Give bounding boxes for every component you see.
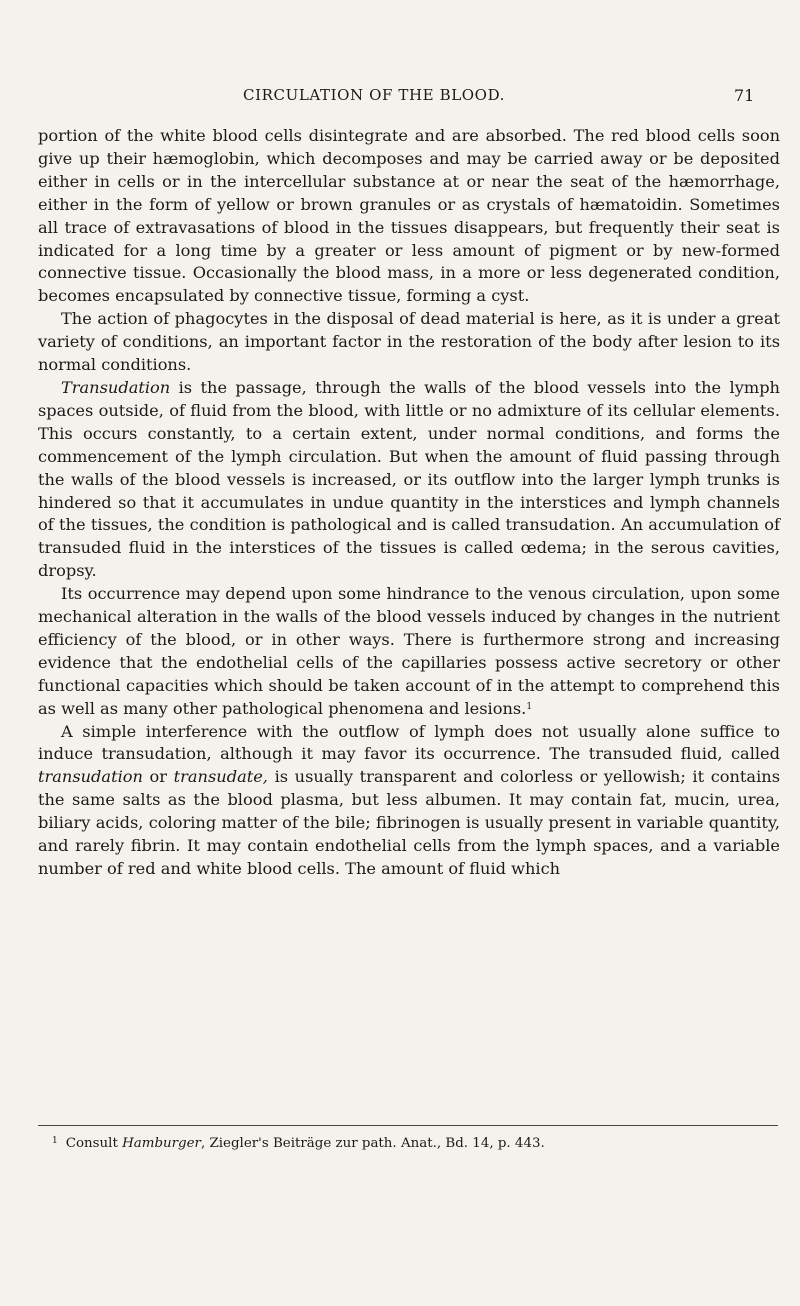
- paragraph-transudation: [38, 377, 780, 583]
- paragraph-text: is the passage, through the walls of the blood vessels into the lymph spaces outside, of fluid from the blood, with little or no admixture of its cellular elements. This occurs constantly, to a certain extent, under normal conditions, and forms the commencement of the lymph circulation. But when the amount of fluid passing through the walls of the blood vessels is increased, or its outflow into the larger lymph trunks is hindered so that it accumulates in undue quantity in the interstices and lymph channels of the tissues, the condition is pathological and is called transudation. An accumulation of transuded fluid in the interstices of the tissues is called œdema; in the serous cavities, dropsy.: [38, 377, 780, 581]
- paragraph-outflow: [38, 721, 780, 881]
- italic-term: transudation: [38, 767, 143, 787]
- page-number: 71: [734, 86, 755, 105]
- footnote: [52, 1132, 782, 1153]
- paragraph-text: The action of phagocytes in the disposal of dead material is here, as it is under a great variety of conditions, an important factor in the restoration of the body after lesion to its normal conditions.: [38, 309, 780, 375]
- paragraph-text: A simple interference with the outflow of lymph does not usually alone suffice to induce transudation, although it may favor its occurrence. The transuded fluid, called: [38, 721, 780, 764]
- paragraph-occurrence: [38, 583, 780, 720]
- paragraph-phagocytes: [38, 308, 780, 377]
- italic-term: transudate,: [173, 767, 268, 787]
- running-head-title: CIRCULATION OF THE BLOOD.: [243, 86, 506, 104]
- footnote-divider: [38, 1125, 778, 1126]
- paragraph-text: portion of the white blood cells disintegrate and are absorbed. The red blood cells soon give up their hæmoglobin, which decomposes and may be carried away or be deposited either in cells or in the intercellular substance at or near the seat of the hæmorrhage, either in the form of yellow or brown granules or as crystals of hæmatoidin. Sometimes all trace of extravasations of blood in the tissues disappears, but frequently their seat is indicated for a long time by a greater or less amount of pigment or by new-formed connective tissue. Occasionally the blood mass, in a more or less degenerated condition, becomes encapsulated by connective tissue, forming a cyst.: [38, 126, 780, 306]
- paragraph-text: Its occurrence may depend upon some hindrance to the venous circulation, upon some mechanical alteration in the walls of the blood vessels induced by changes in the nutrient efficiency of the blood, or in other ways. There is furthermore strong and increasing evidence that the endothelial cells of the capillaries possess active secretory or other functional capacities which should be taken account of in the attempt to comprehend this as well as many other pathological phenomena and lesions.: [38, 584, 780, 718]
- body-text: [38, 125, 780, 881]
- running-head: [0, 86, 800, 110]
- footnote-author: Hamburger: [122, 1136, 201, 1151]
- footnote-reference: 1: [526, 701, 533, 712]
- paragraph-text: or: [142, 767, 174, 787]
- paragraph-text: is usually transparent and colorless or yellowish; it contains the same salts as the blood plasma, but less albumen. It may contain fat, mucin, urea, biliary acids, coloring matter of the bile; fibrinogen is usually present in variable quantity, and rarely fibrin. It may contain endothelial cells from the lymph spaces, and a variable number of red and white blood cells. The amount of fluid which: [38, 767, 780, 878]
- italic-term: Transudation: [61, 377, 171, 397]
- footnote-marker: 1: [52, 1136, 58, 1146]
- footnote-citation: , Ziegler's Beiträge zur path. Anat., Bd. 14, p. 443.: [200, 1136, 545, 1151]
- paragraph-continued: [38, 125, 780, 308]
- footnote-prefix: Consult: [65, 1136, 123, 1151]
